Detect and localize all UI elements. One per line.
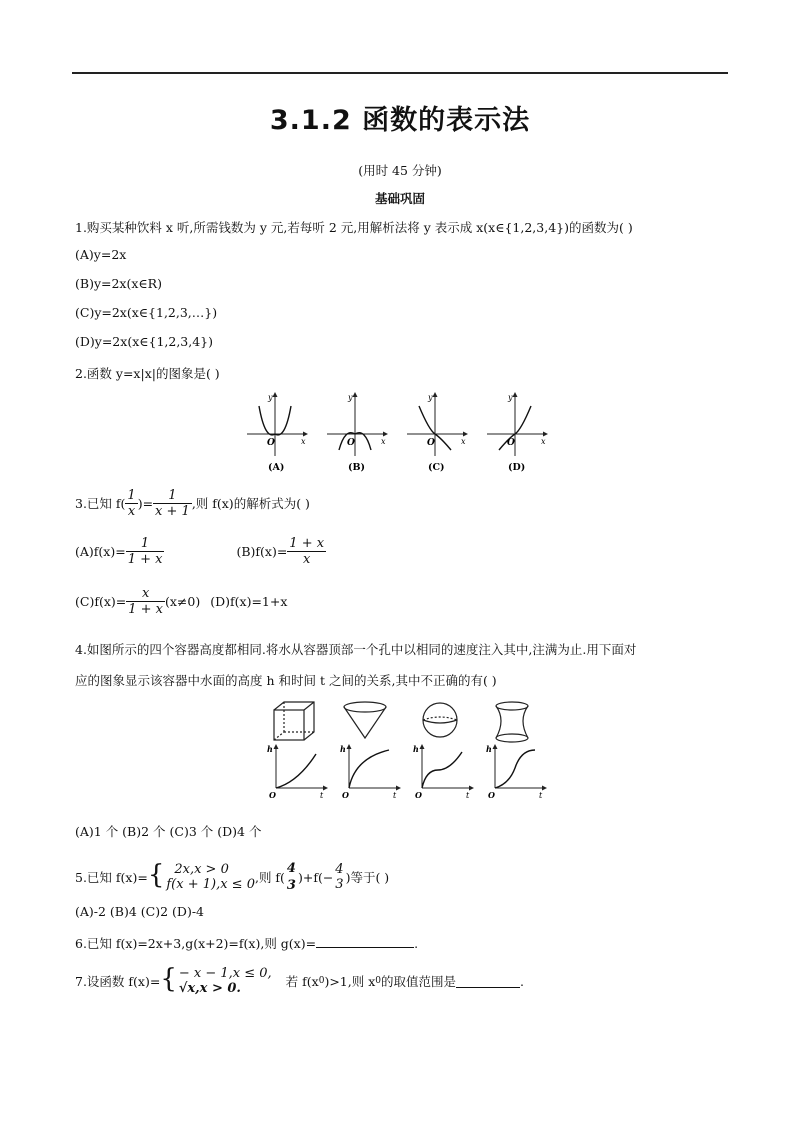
q1-option-d: (D)y=2x(x∈{1,2,3,4}) xyxy=(75,334,214,349)
q3-rhs-fraction: $\frac{1}{x + 1}$ xyxy=(155,487,190,519)
q6-text: 6.已知 f(x)=2x+3,g(x+2)=f(x),则 g(x)= xyxy=(75,936,317,951)
q3-stem xyxy=(75,484,310,522)
q3-post: ,则 f(x)的解析式为( ) xyxy=(191,496,310,511)
q3-option-b-fraction: $\frac{1 + x}{x}$ xyxy=(289,535,325,567)
x-axis-label: x xyxy=(461,437,466,446)
h-t-graph-3 xyxy=(413,744,474,798)
q2-stem: 2.函数 y=x|x|的图象是( ) xyxy=(75,366,220,381)
container-cone xyxy=(344,702,386,738)
q3-mid: )= xyxy=(137,495,154,511)
q7-brace: { xyxy=(160,964,177,994)
origin-label: O xyxy=(427,438,435,448)
graph-option-label: (D) xyxy=(508,462,526,473)
t-axis-label: t xyxy=(539,791,543,798)
graph-option-label: (B) xyxy=(348,462,366,473)
q1-option-c: (C)y=2x(x∈{1,2,3,…}) xyxy=(75,305,218,320)
q6-answer-blank[interactable] xyxy=(316,935,414,948)
t-axis-label: t xyxy=(466,791,470,798)
h-t-graph-1 xyxy=(267,744,328,798)
h-axis-label: h xyxy=(413,744,419,754)
q4-stem-line1: 4.如图所示的四个容器高度都相同.将水从容器顶部一个孔中以相同的速度注入其中,注满为止.用下面对 xyxy=(75,642,637,657)
q7-answer-blank[interactable] xyxy=(456,975,520,988)
q3-option-d: (D)f(x)=1+x xyxy=(210,593,288,609)
q6-stem: 6.已知 f(x)=2x+3,g(x+2)=f(x),则 g(x)= . xyxy=(75,936,419,951)
q7-case-2: √x,x > 0. xyxy=(178,981,241,996)
origin-label: O xyxy=(415,790,422,798)
origin-label: O xyxy=(269,790,276,798)
q5-fraction-a: 4 3 xyxy=(286,861,296,893)
q5-brace: { xyxy=(147,860,165,890)
q3-option-b-label: (B)f(x)= xyxy=(236,543,288,559)
q5-case-1: 2x,x > 0 xyxy=(174,862,229,877)
q7-pre: 7.设函数 f(x)= xyxy=(75,974,161,989)
graph-c xyxy=(407,392,468,473)
graph-a xyxy=(247,392,308,473)
q3-arg-fraction: $\frac{1}{x}$ xyxy=(127,487,136,519)
graph-b xyxy=(327,392,388,473)
container-sphere xyxy=(423,703,457,737)
q4-graphs-figure xyxy=(262,742,552,798)
section-heading: 基础巩固 xyxy=(374,191,425,206)
q3-options-cd xyxy=(75,582,287,620)
q3-option-a-fraction: $\frac{1}{1 + x}$ xyxy=(127,535,163,567)
q5-fraction-b: 4 3 xyxy=(335,862,344,892)
q3-options-ab xyxy=(75,532,326,570)
t-axis-label: t xyxy=(393,791,397,798)
h-t-graph-4 xyxy=(486,744,547,798)
q5-mid: ,则 f( xyxy=(254,870,285,885)
origin-label: O xyxy=(507,438,515,448)
container-vase xyxy=(496,702,528,742)
q5-cases xyxy=(166,862,255,892)
q1-stem: 1.购买某种饮料 x 听,所需钱数为 y 元,若每听 2 元,用解析法将 y 表示成 x(x∈{1,2,3,4})的函数为( ) xyxy=(75,220,633,235)
q7-cases xyxy=(179,966,272,996)
y-axis-label: y xyxy=(428,393,433,402)
q5-case-2: f(x + 1),x ≤ 0 xyxy=(166,877,255,892)
q5-post: )等于( ) xyxy=(345,870,390,885)
x-axis-label: x xyxy=(381,437,386,446)
q7-case-1: − x − 1,x ≤ 0, xyxy=(178,966,272,981)
h-t-graph-2 xyxy=(340,744,401,798)
q4-options: (A)1 个 (B)2 个 (C)3 个 (D)4 个 xyxy=(75,824,262,839)
q5-stem xyxy=(75,852,389,902)
q3-option-c-condition: (x≠0) xyxy=(165,593,201,609)
q3-option-c-label: (C)f(x)= xyxy=(75,593,127,609)
q3-option-a-label: (A)f(x)= xyxy=(75,543,126,559)
page-title: 3.1.2 函数的表示法 xyxy=(269,105,531,136)
graph-option-label: (C) xyxy=(428,462,445,473)
q5-pre: 5.已知 f(x)= xyxy=(75,870,148,885)
top-rule xyxy=(72,72,728,74)
origin-label: O xyxy=(342,790,349,798)
graph-d xyxy=(487,392,548,473)
q7-post: 若 f(x xyxy=(285,974,319,989)
q5-mid2: )+f(− xyxy=(297,869,334,885)
q1-option-b: (B)y=2x(x∈R) xyxy=(75,276,162,291)
q3-option-c-fraction: $\frac{x}{1 + x}$ xyxy=(128,585,163,617)
q4-stem-line2: 应的图象显示该容器中水面的高度 h 和时间 t 之间的关系,其中不正确的有( ) xyxy=(75,673,497,688)
origin-label: O xyxy=(267,438,275,448)
origin-label: O xyxy=(347,438,355,448)
origin-label: O xyxy=(488,790,495,798)
x-axis-label: x xyxy=(301,437,306,446)
t-axis-label: t xyxy=(320,791,324,798)
x-axis-label: x xyxy=(541,437,546,446)
time-note: (用时 45 分钟) xyxy=(358,163,442,178)
graph-option-label: (A) xyxy=(268,462,285,473)
y-axis-label: y xyxy=(508,393,513,402)
q3-pre: 3.已知 f( xyxy=(75,496,126,511)
q2-graphs-figure xyxy=(240,388,570,476)
q7-stem: 7.设函数 f(x)= { − x − 1,x ≤ 0, √x,x > 0. 若 f(x 0 )>1,则 x 0 的取值范围是 . xyxy=(75,964,524,996)
h-axis-label: h xyxy=(340,744,346,754)
h-axis-label: h xyxy=(486,744,492,754)
container-cube xyxy=(274,702,314,740)
q5-options: (A)-2 (B)4 (C)2 (D)-4 xyxy=(75,904,204,919)
y-axis-label: y xyxy=(268,393,273,402)
y-axis-label: y xyxy=(348,393,353,402)
h-axis-label: h xyxy=(267,744,273,754)
q1-option-a: (A)y=2x xyxy=(75,247,127,262)
